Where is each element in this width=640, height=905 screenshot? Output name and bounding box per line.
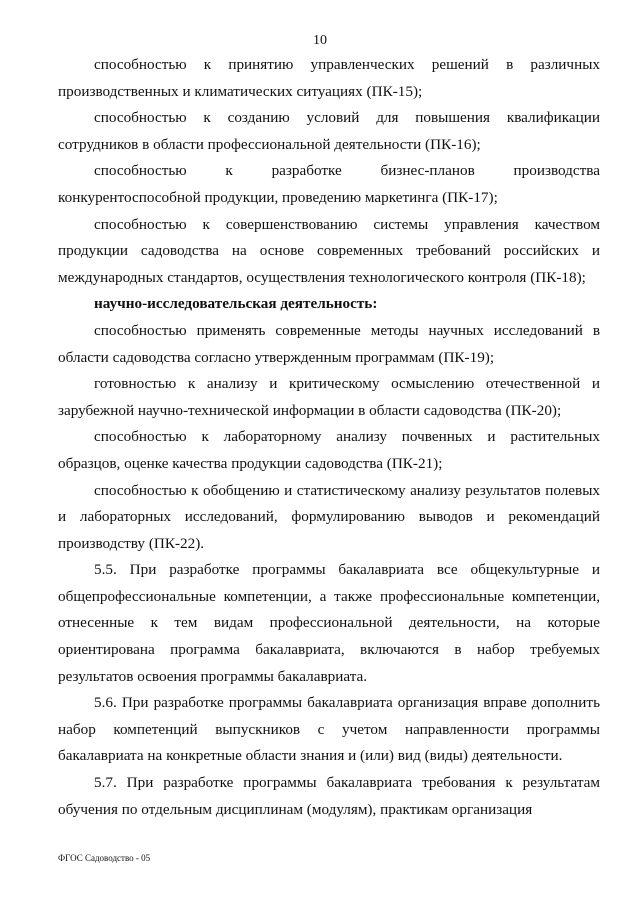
competency-pk22: способностью к обобщению и статистическому анализу результатов полевых и лабораторных исследований, формулированию выводов и рекомендаций производству (ПК-22). (58, 481, 600, 552)
competency-pk15: способностью к принятию управленческих решений в различных производственных и климатических ситуациях (ПК-15); (58, 56, 600, 100)
clause-5-6: 5.6. При разработке программы бакалавриата организация вправе дополнить набор компетенций выпускников с учетом направленности программы бакалавриата на конкретные области знания и (или) вид (виды) деятельности. (58, 694, 600, 765)
competency-pk21: способностью к лабораторному анализу почвенных и растительных образцов, оценке качества продукции садоводства (ПК-21); (58, 428, 600, 472)
competency-pk17: способностью к разработке бизнес-планов производства конкурентоспособной продукции, проведению маркетинга (ПК-17); (58, 162, 600, 206)
competency-pk20: готовностью к анализу и критическому осмыслению отечественной и зарубежной научно-технической информации в области садоводства (ПК-20); (58, 375, 600, 419)
document-body (58, 52, 600, 823)
document-footer: ФГОС Садоводство - 05 (58, 853, 151, 863)
clause-5-7: 5.7. При разработке программы бакалавриата требования к результатам обучения по отдельным дисциплинам (модулям), практикам организация (58, 774, 600, 818)
clause-5-5: 5.5. При разработке программы бакалавриата все общекультурные и общепрофессиональные компетенции, а также профессиональные компетенции, отнесенные к тем видам профессиональной деятельности, на которые ориентирована программа бакалавриата, включаются в набор требуемых результатов освоения программы бакалавриата. (58, 561, 600, 685)
competency-pk19: способностью применять современные методы научных исследований в области садоводства согласно утвержденным программам (ПК-19); (58, 321, 600, 366)
section-heading-research: научно-исследовательская деятельность: (94, 295, 378, 313)
competency-pk18: способностью к совершенствованию системы управления качеством продукции садоводства на основе современных требований российских и международных стандартов, осуществления технологического контроля (ПК-18); (58, 215, 600, 286)
page-number: 10 (313, 33, 327, 48)
competency-pk16: способностью к созданию условий для повышения квалификации сотрудников в области профессиональной деятельности (ПК-16); (58, 109, 600, 153)
